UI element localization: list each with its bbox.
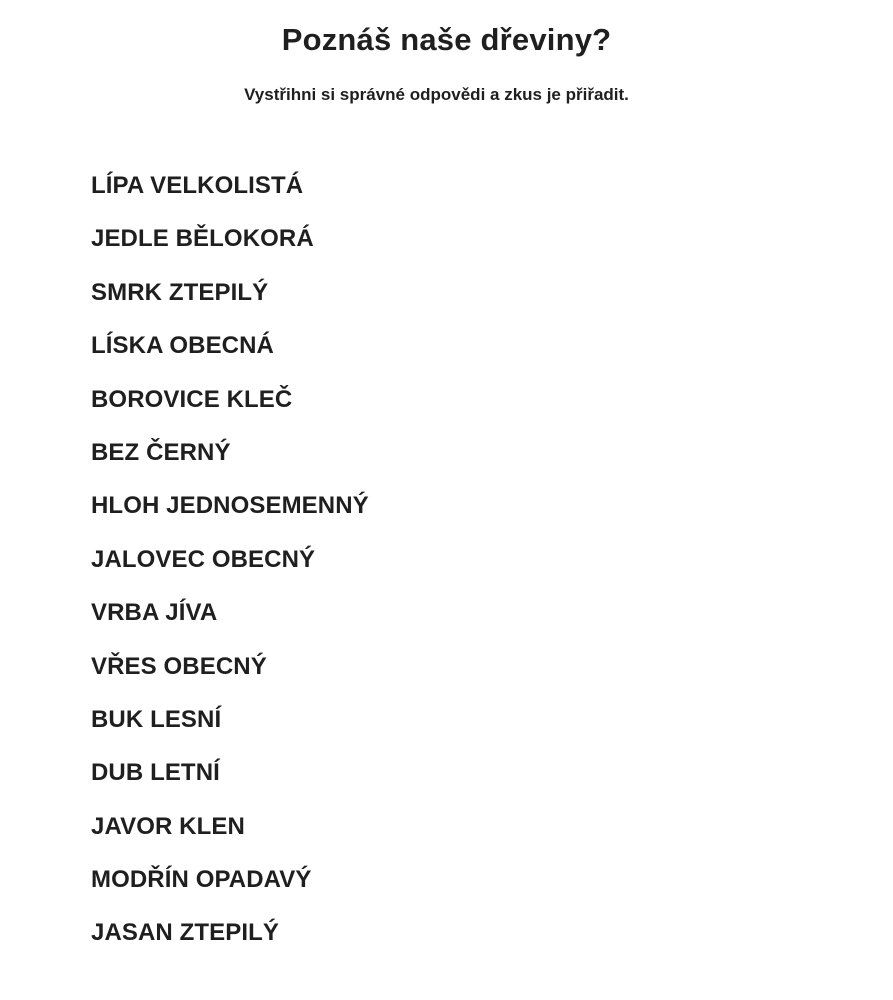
tree-name-item: JEDLE BĚLOKORÁ bbox=[91, 225, 314, 253]
tree-name-item: VŘES OBECNÝ bbox=[91, 652, 267, 680]
tree-name-item: BEZ ČERNÝ bbox=[91, 438, 231, 466]
tree-name-item: JAVOR KLEN bbox=[91, 812, 245, 840]
tree-name-item: HLOH JEDNOSEMENNÝ bbox=[91, 492, 369, 520]
tree-name-list bbox=[91, 168, 369, 969]
tree-name-item: VRBA JÍVA bbox=[91, 599, 218, 627]
tree-name-item: LÍPA VELKOLISTÁ bbox=[91, 172, 304, 199]
tree-name-item: DUB LETNÍ bbox=[91, 759, 220, 787]
tree-name-item: LÍSKA OBECNÁ bbox=[91, 332, 274, 360]
page-subtitle: Vystřihni si správné odpovědi a zkus je přiřadit. bbox=[244, 85, 629, 104]
tree-name-item: SMRK ZTEPILÝ bbox=[91, 278, 269, 306]
tree-name-item: BUK LESNÍ bbox=[91, 705, 222, 733]
page-title: Poznáš naše dřeviny? bbox=[281, 22, 612, 57]
tree-name-item: JALOVEC OBECNÝ bbox=[91, 545, 316, 573]
tree-name-item: MODŘÍN OPADAVÝ bbox=[91, 866, 312, 894]
tree-name-item: BOROVICE KLEČ bbox=[91, 385, 293, 413]
tree-name-item: JASAN ZTEPILÝ bbox=[91, 919, 279, 947]
